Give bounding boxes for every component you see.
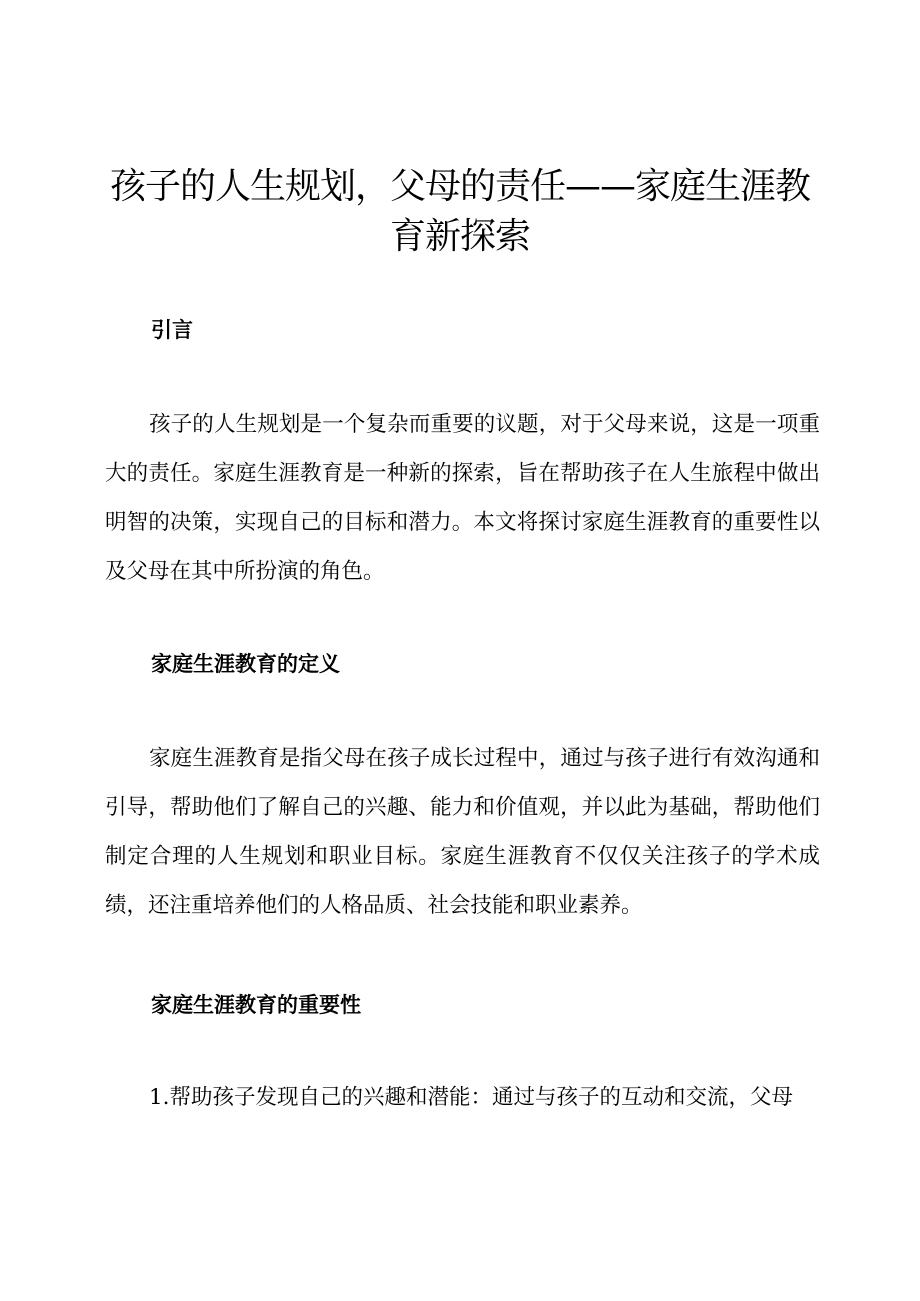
section-paragraph-definition: 家庭生涯教育是指父母在孩子成长过程中，通过与孩子进行有效沟通和引导，帮助他们了解自己的兴趣、能力和价值观，并以此为基础，帮助他们制定合理的人生规划和职业目标。家庭生涯教育不仅仅关注孩子的学术成绩，还注重培养他们的人格品质、社会技能和职业素养。 xyxy=(105,746,820,918)
section-paragraph-introduction: 孩子的人生规划是一个复杂而重要的议题，对于父母来说，这是一项重大的责任。家庭生涯教育是一种新的探索，旨在帮助孩子在人生旅程中做出明智的决策，实现自己的目标和潜力。本文将探讨家庭生涯教育的重要性以及父母在其中所扮演的角色。 xyxy=(105,412,820,584)
section-heading-introduction: 引言 xyxy=(151,318,193,342)
section-heading-importance: 家庭生涯教育的重要性 xyxy=(151,993,361,1017)
section-paragraph-importance: 1.帮助孩子发现自己的兴趣和潜能：通过与孩子的互动和交流，父母 xyxy=(149,1085,794,1110)
section-heading-definition: 家庭生涯教育的定义 xyxy=(151,652,340,676)
page-title: 孩子的人生规划，父母的责任——家庭生涯教育新探索 xyxy=(109,166,810,257)
